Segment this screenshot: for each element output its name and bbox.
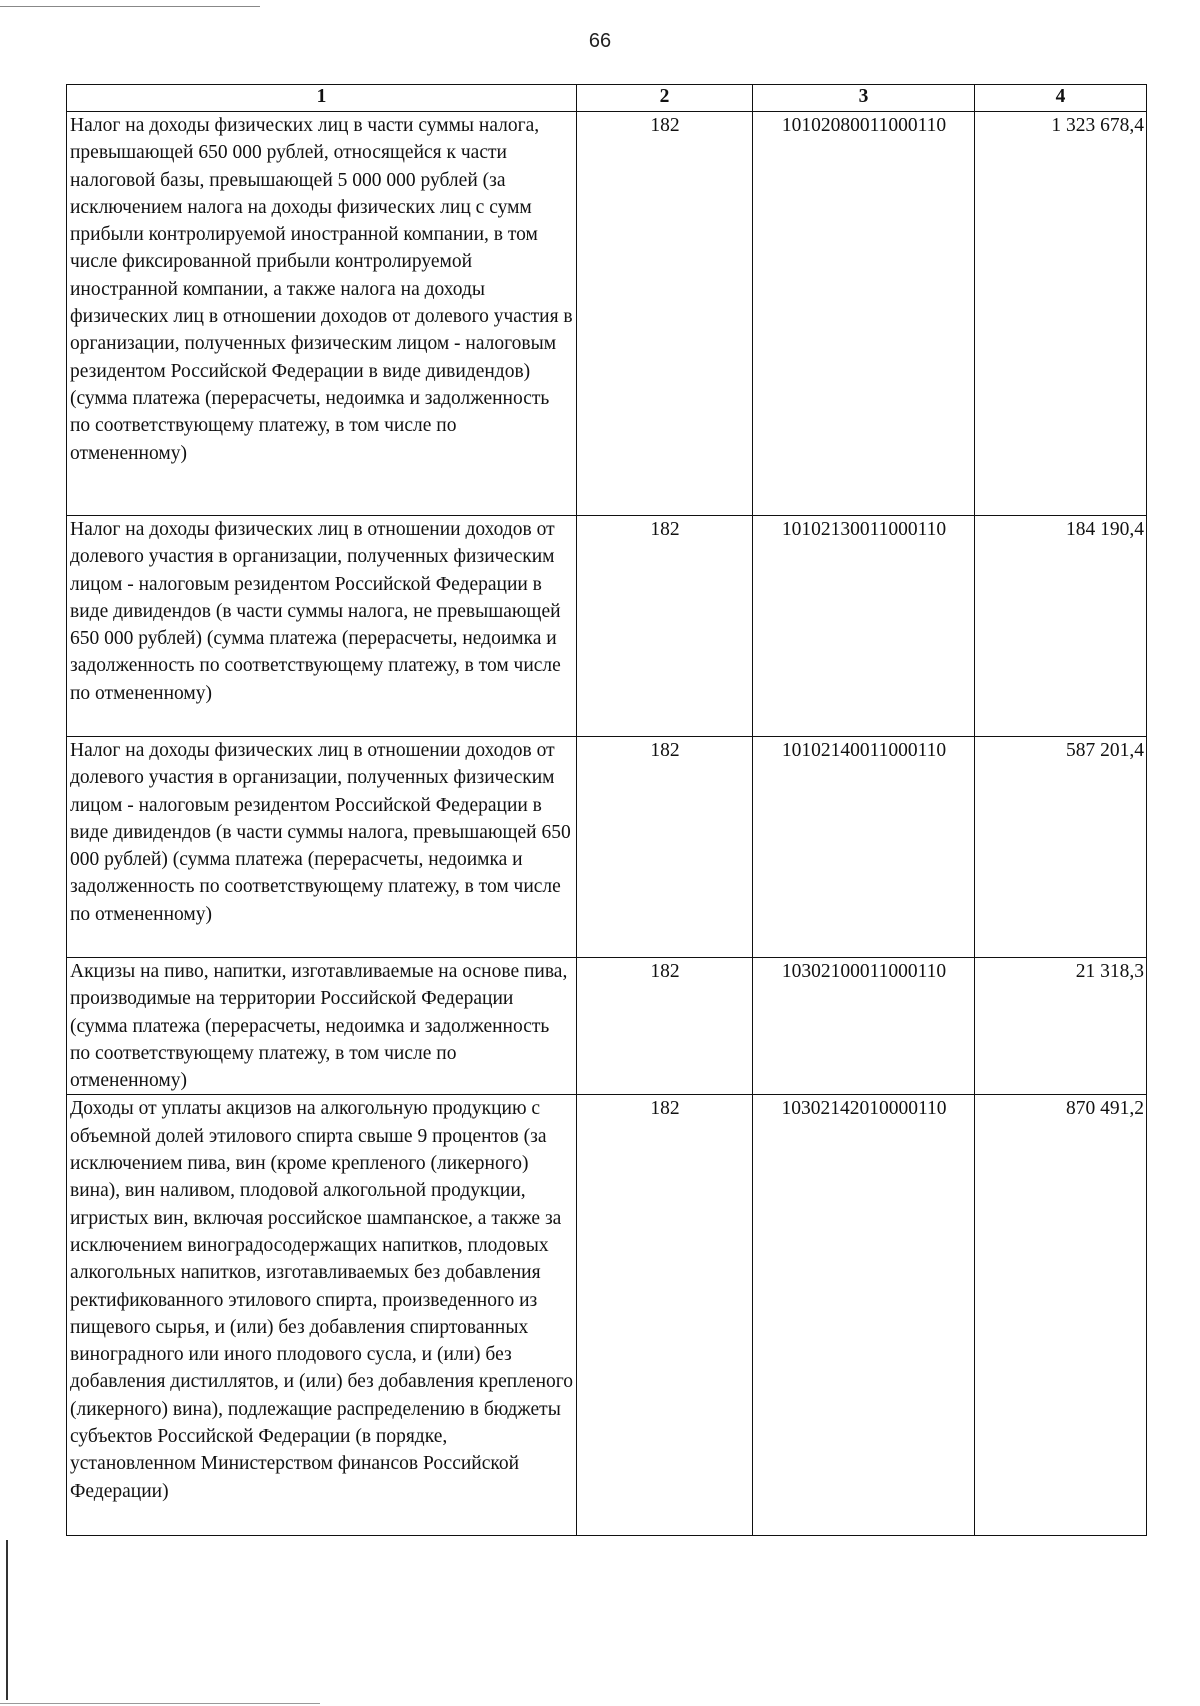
table-row <box>67 516 1147 737</box>
page-number: 66 <box>588 30 612 52</box>
scan-edge-bottom <box>0 1703 320 1704</box>
revenue-name-cell: Налог на доходы физических лиц в части суммы налога, превышающей 650 000 рублей, относящейся к части налоговой базы, превышающей 5 000 000 рублей (за исключением налога на доходы физических лиц с сумм прибыли контролируемой иностранной компании, в том числе фиксированной прибыли контролируемой иностранной компании, а также налога на доходы физических лиц в отношении доходов от долевого участия в организации, полученных физическим лицом - налоговым резидентом Российской Федерации в виде дивидендов) (сумма платежа (перерасчеты, недоимка и задолженность по соответствующему платежу, в том числе по отмененному) <box>67 112 577 516</box>
amount-cell: 587 201,4 <box>975 737 1147 958</box>
table-row <box>67 958 1147 1095</box>
scan-edge-left <box>6 1540 8 1700</box>
budget-revenue-table <box>66 84 1147 1536</box>
admin-code-cell: 182 <box>577 737 753 958</box>
column-header-2: 2 <box>577 85 753 112</box>
admin-code-cell: 182 <box>577 958 753 1095</box>
column-header-4: 4 <box>975 85 1147 112</box>
revenue-name-cell: Акцизы на пиво, напитки, изготавливаемые на основе пива, производимые на территории Российской Федерации (сумма платежа (перерасчеты, недоимка и задолженность по соответствующему платежу, в том числе по отмененному) <box>67 958 577 1095</box>
table-row <box>67 737 1147 958</box>
column-header-3: 3 <box>753 85 975 112</box>
amount-cell: 1 323 678,4 <box>975 112 1147 516</box>
table-header <box>67 85 1147 112</box>
table-row <box>67 1095 1147 1536</box>
revenue-code-cell: 10102080011000110 <box>753 112 975 516</box>
revenue-code-cell: 10302100011000110 <box>753 958 975 1095</box>
revenue-code-cell: 10102140011000110 <box>753 737 975 958</box>
amount-cell: 870 491,2 <box>975 1095 1147 1536</box>
table-body <box>67 112 1147 1536</box>
admin-code-cell: 182 <box>577 516 753 737</box>
revenue-name-cell: Налог на доходы физических лиц в отношении доходов от долевого участия в организации, полученных физическим лицом - налоговым резидентом Российской Федерации в виде дивидендов (в части суммы налога, не превышающей 650 000 рублей) (сумма платежа (перерасчеты, недоимка и задолженность по соответствующему платежу, в том числе по отмененному) <box>67 516 577 737</box>
admin-code-cell: 182 <box>577 112 753 516</box>
header-row <box>67 85 1147 112</box>
revenue-code-cell: 10102130011000110 <box>753 516 975 737</box>
revenue-code-cell: 10302142010000110 <box>753 1095 975 1536</box>
admin-code-cell: 182 <box>577 1095 753 1536</box>
amount-cell: 184 190,4 <box>975 516 1147 737</box>
scan-edge-top <box>0 6 260 7</box>
revenue-name-cell: Налог на доходы физических лиц в отношении доходов от долевого участия в организации, полученных физическим лицом - налоговым резидентом Российской Федерации в виде дивидендов (в части суммы налога, превышающей 650 000 рублей) (сумма платежа (перерасчеты, недоимка и задолженность по соответствующему платежу, в том числе по отмененному) <box>67 737 577 958</box>
table-row <box>67 112 1147 516</box>
revenue-name-cell: Доходы от уплаты акцизов на алкогольную продукцию с объемной долей этилового спирта свыше 9 процентов (за исключением пива, вин (кроме крепленого (ликерного) вина), вин наливом, плодовой алкогольной продукции, игристых вин, включая российское шампанское, а также за исключением виноградосодержащих напитков, плодовых алкогольных напитков, изготавливаемых без добавления ректификованного этилового спирта, произведенного из пищевого сырья, и (или) без добавления спиртованных виноградного или иного плодового сусла, и (или) без добавления дистиллятов, и (или) без добавления крепленого (ликерного) вина), подлежащие распределению в бюджеты субъектов Российской Федерации (в порядке, установленном Министерством финансов Российской Федерации) <box>67 1095 577 1536</box>
amount-cell: 21 318,3 <box>975 958 1147 1095</box>
column-header-1: 1 <box>67 85 577 112</box>
